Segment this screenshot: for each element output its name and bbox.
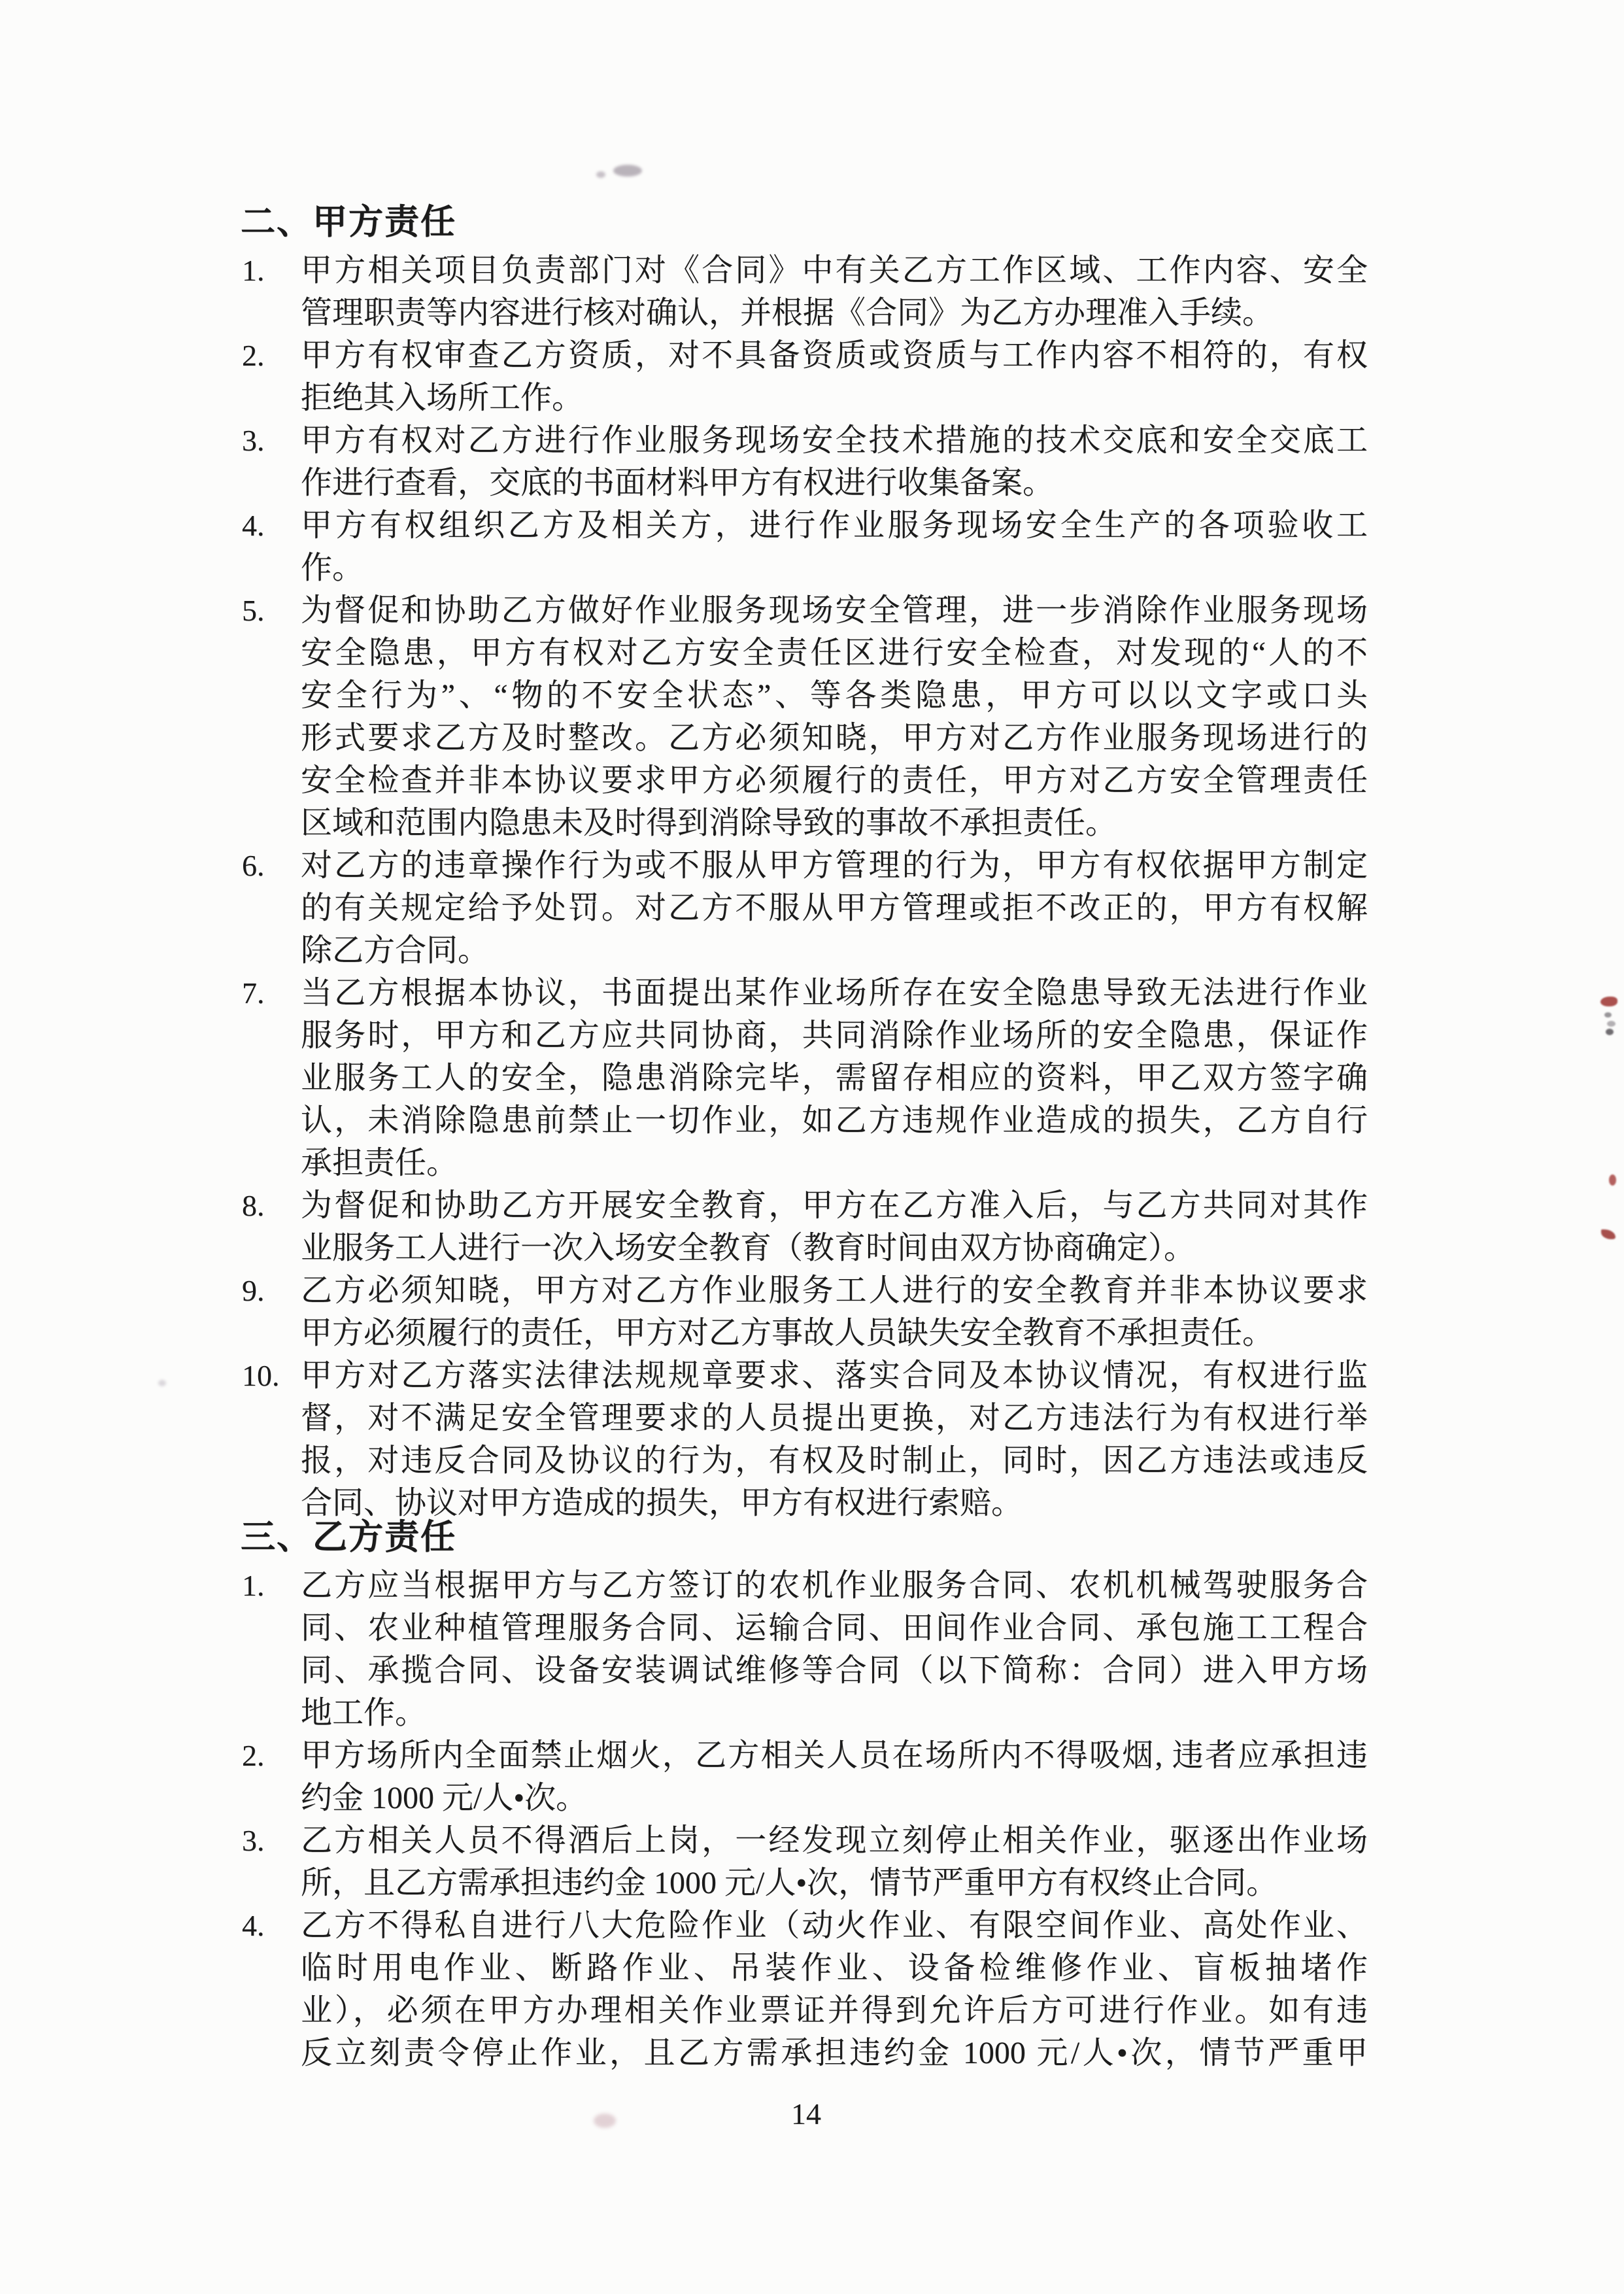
text-line: 甲方相关项目负责部门对《合同》中有关乙方工作区域、工作内容、安全 bbox=[301, 253, 1368, 288]
scan-mark-red-dot bbox=[1609, 1174, 1616, 1186]
item-text bbox=[301, 589, 1368, 844]
text-line: 安全隐患，甲方有权对乙方安全责任区进行安全检查，对发现的“人的不 bbox=[301, 636, 1368, 670]
list-item bbox=[241, 249, 1368, 334]
item-text bbox=[301, 972, 1368, 1184]
text-line: 拒绝其入场所工作。 bbox=[301, 381, 584, 415]
text-line: 安全行为”、“物的不安全状态”、等各类隐患，甲方可以以文字或口头 bbox=[301, 678, 1368, 713]
text-line: 约金 1000 元/人•次。 bbox=[301, 1781, 588, 1815]
item-text bbox=[301, 334, 1368, 419]
item-number: 9. bbox=[242, 1274, 265, 1307]
scan-smudge-bottom bbox=[594, 2114, 616, 2128]
text-line: 乙方应当根据甲方与乙方签订的农机作业服务合同、农机机械驾驶服务合 bbox=[301, 1568, 1368, 1603]
item-text bbox=[301, 419, 1368, 504]
text-line: 除乙方合同。 bbox=[301, 933, 490, 968]
page-number: 14 bbox=[791, 2097, 821, 2131]
list-item bbox=[241, 1354, 1368, 1524]
text-line: 作进行查看，交底的书面材料甲方有权进行收集备案。 bbox=[301, 466, 1055, 500]
list-item bbox=[241, 844, 1368, 972]
text-line: 当乙方根据本协议，书面提出某作业场所存在安全隐患导致无法进行作业 bbox=[301, 976, 1368, 1010]
text-line: 地工作。 bbox=[301, 1696, 427, 1730]
text-line: 乙方相关人员不得酒后上岗，一经发现立刻停止相关作业，驱逐出作业场 bbox=[301, 1823, 1368, 1858]
item-number: 6. bbox=[242, 849, 265, 882]
contract-body bbox=[241, 201, 1368, 2074]
item-number: 2. bbox=[242, 1739, 265, 1772]
item-number: 4. bbox=[242, 509, 265, 542]
item-text bbox=[301, 1354, 1368, 1524]
list-item bbox=[241, 1819, 1368, 1904]
section-heading: 二、甲方责任 bbox=[241, 203, 456, 241]
text-line: 承担责任。 bbox=[301, 1146, 458, 1180]
text-line: 甲方必须履行的责任，甲方对乙方事故人员缺失安全教育不承担责任。 bbox=[301, 1316, 1274, 1350]
item-number: 3. bbox=[242, 1824, 265, 1857]
list-item bbox=[241, 419, 1368, 504]
item-number: 1. bbox=[242, 1569, 265, 1602]
item-number: 10. bbox=[242, 1359, 280, 1392]
item-number: 1. bbox=[242, 254, 265, 287]
scan-mark-red-triangle bbox=[1601, 1229, 1616, 1239]
scan-speck-gray-1 bbox=[1604, 1012, 1612, 1018]
text-line: 为督促和协助乙方做好作业服务现场安全管理，进一步消除作业服务现场 bbox=[301, 593, 1368, 628]
text-line: 同、农业种植管理服务合同、运输合同、田间作业合同、承包施工工程合 bbox=[301, 1611, 1368, 1645]
text-line: 报，对违反合同及协议的行为，有权及时制止，同时，因乙方违法或违反 bbox=[301, 1443, 1368, 1478]
text-line: 甲方场所内全面禁止烟火，乙方相关人员在场所内不得吸烟, 违者应承担违 bbox=[301, 1738, 1368, 1773]
list-item bbox=[241, 972, 1368, 1184]
item-text bbox=[301, 844, 1368, 972]
item-text bbox=[301, 504, 1368, 589]
scan-smudge-top-small bbox=[596, 171, 605, 178]
text-line: 反立刻责令停止作业，且乙方需承担违约金 1000 元/人•次，情节严重甲 bbox=[301, 2036, 1368, 2070]
text-line: 为督促和协助乙方开展安全教育，甲方在乙方准入后，与乙方共同对其作 bbox=[301, 1188, 1368, 1223]
list-item bbox=[241, 1564, 1368, 1734]
text-line: 对乙方的违章操作行为或不服从甲方管理的行为，甲方有权依据甲方制定 bbox=[301, 848, 1368, 883]
item-text bbox=[301, 1904, 1368, 2074]
text-line: 督，对不满足安全管理要求的人员提出更换，对乙方违法行为有权进行举 bbox=[301, 1401, 1368, 1435]
text-line: 同、承揽合同、设备安装调试维修等合同（以下简称：合同）进入甲方场 bbox=[301, 1653, 1368, 1688]
item-number: 7. bbox=[242, 976, 265, 1010]
text-line: 业服务工人的安全，隐患消除完毕，需留存相应的资料，甲乙双方签字确 bbox=[301, 1061, 1368, 1095]
text-line: 认，未消除隐患前禁止一切作业，如乙方违规作业造成的损失，乙方自行 bbox=[301, 1103, 1368, 1138]
scan-speck-dark bbox=[1606, 1029, 1614, 1035]
scan-speck-left bbox=[158, 1380, 166, 1386]
scan-speck-gray-2 bbox=[1607, 1021, 1616, 1027]
text-line: 业服务工人进行一次入场安全教育（教育时间由双方协商确定）。 bbox=[301, 1231, 1196, 1265]
text-line: 乙方不得私自进行八大危险作业（动火作业、有限空间作业、高处作业、 bbox=[301, 1908, 1368, 1943]
text-line: 服务时，甲方和乙方应共同协商，共同消除作业场所的安全隐患，保证作 bbox=[301, 1018, 1368, 1053]
list-item bbox=[241, 1734, 1368, 1819]
text-line: 安全检查并非本协议要求甲方必须履行的责任，甲方对乙方安全管理责任 bbox=[301, 763, 1368, 798]
text-line: 的有关规定给予处罚。对乙方不服从甲方管理或拒不改正的，甲方有权解 bbox=[301, 891, 1368, 925]
text-line: 业），必须在甲方办理相关作业票证并得到允许后方可进行作业。如有违 bbox=[301, 1993, 1368, 2028]
section-heading: 三、乙方责任 bbox=[241, 1518, 456, 1556]
item-number: 4. bbox=[242, 1909, 265, 1942]
item-number: 8. bbox=[242, 1189, 265, 1222]
item-text bbox=[301, 1269, 1368, 1354]
scan-smudge-top bbox=[613, 165, 642, 177]
text-line: 甲方有权组织乙方及相关方，进行作业服务现场安全生产的各项验收工 bbox=[301, 508, 1368, 543]
text-line: 区域和范围内隐患未及时得到消除导致的事故不承担责任。 bbox=[301, 806, 1117, 840]
text-line: 管理职责等内容进行核对确认，并根据《合同》为乙方办理准入手续。 bbox=[301, 296, 1274, 330]
item-number: 5. bbox=[242, 594, 265, 627]
text-line: 合同、协议对甲方造成的损失，甲方有权进行索赔。 bbox=[301, 1486, 1023, 1520]
text-line: 形式要求乙方及时整改。乙方必须知晓，甲方对乙方作业服务现场进行的 bbox=[301, 721, 1368, 755]
text-line: 甲方有权对乙方进行作业服务现场安全技术措施的技术交底和安全交底工 bbox=[301, 423, 1368, 458]
list-item bbox=[241, 589, 1368, 844]
item-text bbox=[301, 1564, 1368, 1734]
text-line: 临时用电作业、断路作业、吊装作业、设备检维修作业、盲板抽堵作 bbox=[301, 1951, 1368, 1985]
item-text bbox=[301, 1184, 1368, 1269]
list-item bbox=[241, 1904, 1368, 2074]
text-line: 作。 bbox=[301, 551, 364, 585]
item-text bbox=[301, 1819, 1368, 1904]
list-item bbox=[241, 504, 1368, 589]
scan-mark-red-curl bbox=[1600, 997, 1617, 1006]
list-item bbox=[241, 1269, 1368, 1354]
item-number: 3. bbox=[242, 424, 265, 457]
text-line: 甲方对乙方落实法律法规规章要求、落实合同及本协议情况，有权进行监 bbox=[301, 1358, 1368, 1393]
text-line: 所，且乙方需承担违约金 1000 元/人•次，情节严重甲方有权终止合同。 bbox=[301, 1866, 1278, 1900]
list-item bbox=[241, 1184, 1368, 1269]
list-item bbox=[241, 334, 1368, 419]
text-line: 甲方有权审查乙方资质，对不具备资质或资质与工作内容不相符的，有权 bbox=[301, 338, 1368, 373]
item-number: 2. bbox=[242, 339, 265, 372]
item-text bbox=[301, 249, 1368, 334]
item-text bbox=[301, 1734, 1368, 1819]
text-line: 乙方必须知晓，甲方对乙方作业服务工人进行的安全教育并非本协议要求 bbox=[301, 1273, 1368, 1308]
